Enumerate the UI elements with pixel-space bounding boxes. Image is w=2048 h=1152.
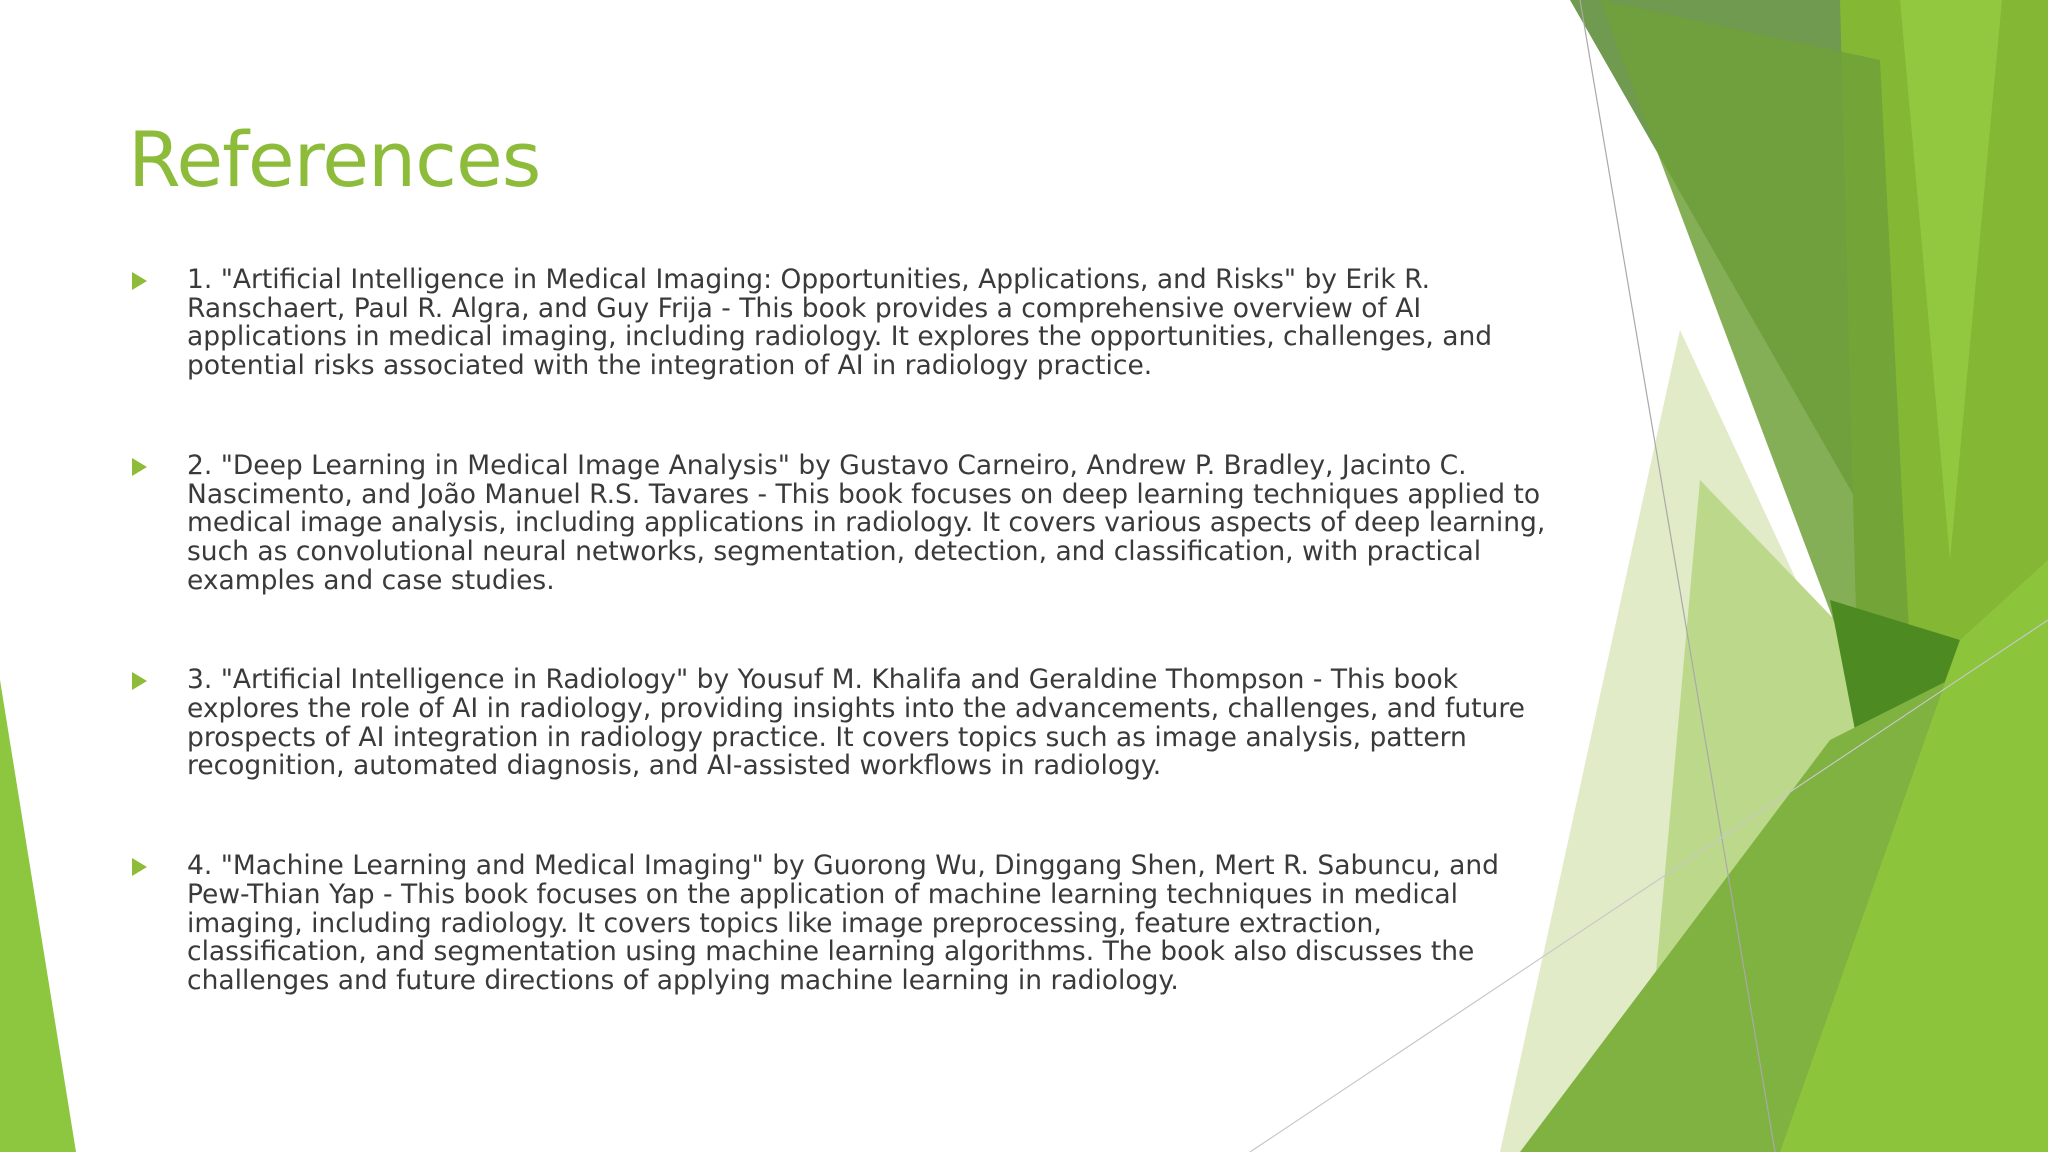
reference-item: [130, 666, 1550, 781]
reference-text: 1. "Artificial Intelligence in Medical Imaging: Opportunities, Applications, and Risks" by Erik R. Ranschaert, Paul R. Algra, and Guy Frija - This book provides a comprehensive overview of AI applications in medical imaging, including radiology. It explores the opportunities, challenges, and potential risks associated with the integration of AI in radiology practice.: [187, 264, 1493, 382]
triangle-right-icon: [132, 858, 147, 876]
triangle-right-icon: [132, 672, 147, 690]
triangle-right-icon: [132, 272, 147, 290]
reference-item: [130, 852, 1550, 996]
slide-title: References: [128, 115, 541, 204]
left-accent-shape: [0, 680, 76, 1152]
reference-text: 2. "Deep Learning in Medical Image Analysis" by Gustavo Carneiro, Andrew P. Bradley, Jacinto C. Nascimento, and João Manuel R.S. Tavares - This book focuses on deep learning techniques applied to medical image analysis, including applications in radiology. It covers various aspects of deep learning, such as convolutional neural networks, segmentation, detection, and classification, with practical examples and case studies.: [187, 449, 1546, 596]
reference-item: [130, 266, 1550, 381]
reference-text: 4. "Machine Learning and Medical Imaging" by Guorong Wu, Dinggang Shen, Mert R. Sabuncu, and Pew-Thian Yap - This book focuses on the application of machine learning techniques in medical imaging, including radiology. It covers topics like image preprocessing, feature extraction, classification, and segmentation using machine learning algorithms. The book also discusses the challenges and future directions of applying machine learning in radiology.: [187, 850, 1499, 996]
reference-text: 3. "Artificial Intelligence in Radiology" by Yousuf M. Khalifa and Geraldine Thompson - This book explores the role of AI in radiology, providing insights into the advancements, challenges, and future prospects of AI integration in radiology practice. It covers topics such as image analysis, pattern recognition, automated diagnosis, and AI-assisted workflows in radiology.: [187, 664, 1525, 782]
reference-list: [130, 266, 1550, 996]
reference-item: [130, 449, 1550, 596]
triangle-right-icon: [132, 458, 147, 476]
